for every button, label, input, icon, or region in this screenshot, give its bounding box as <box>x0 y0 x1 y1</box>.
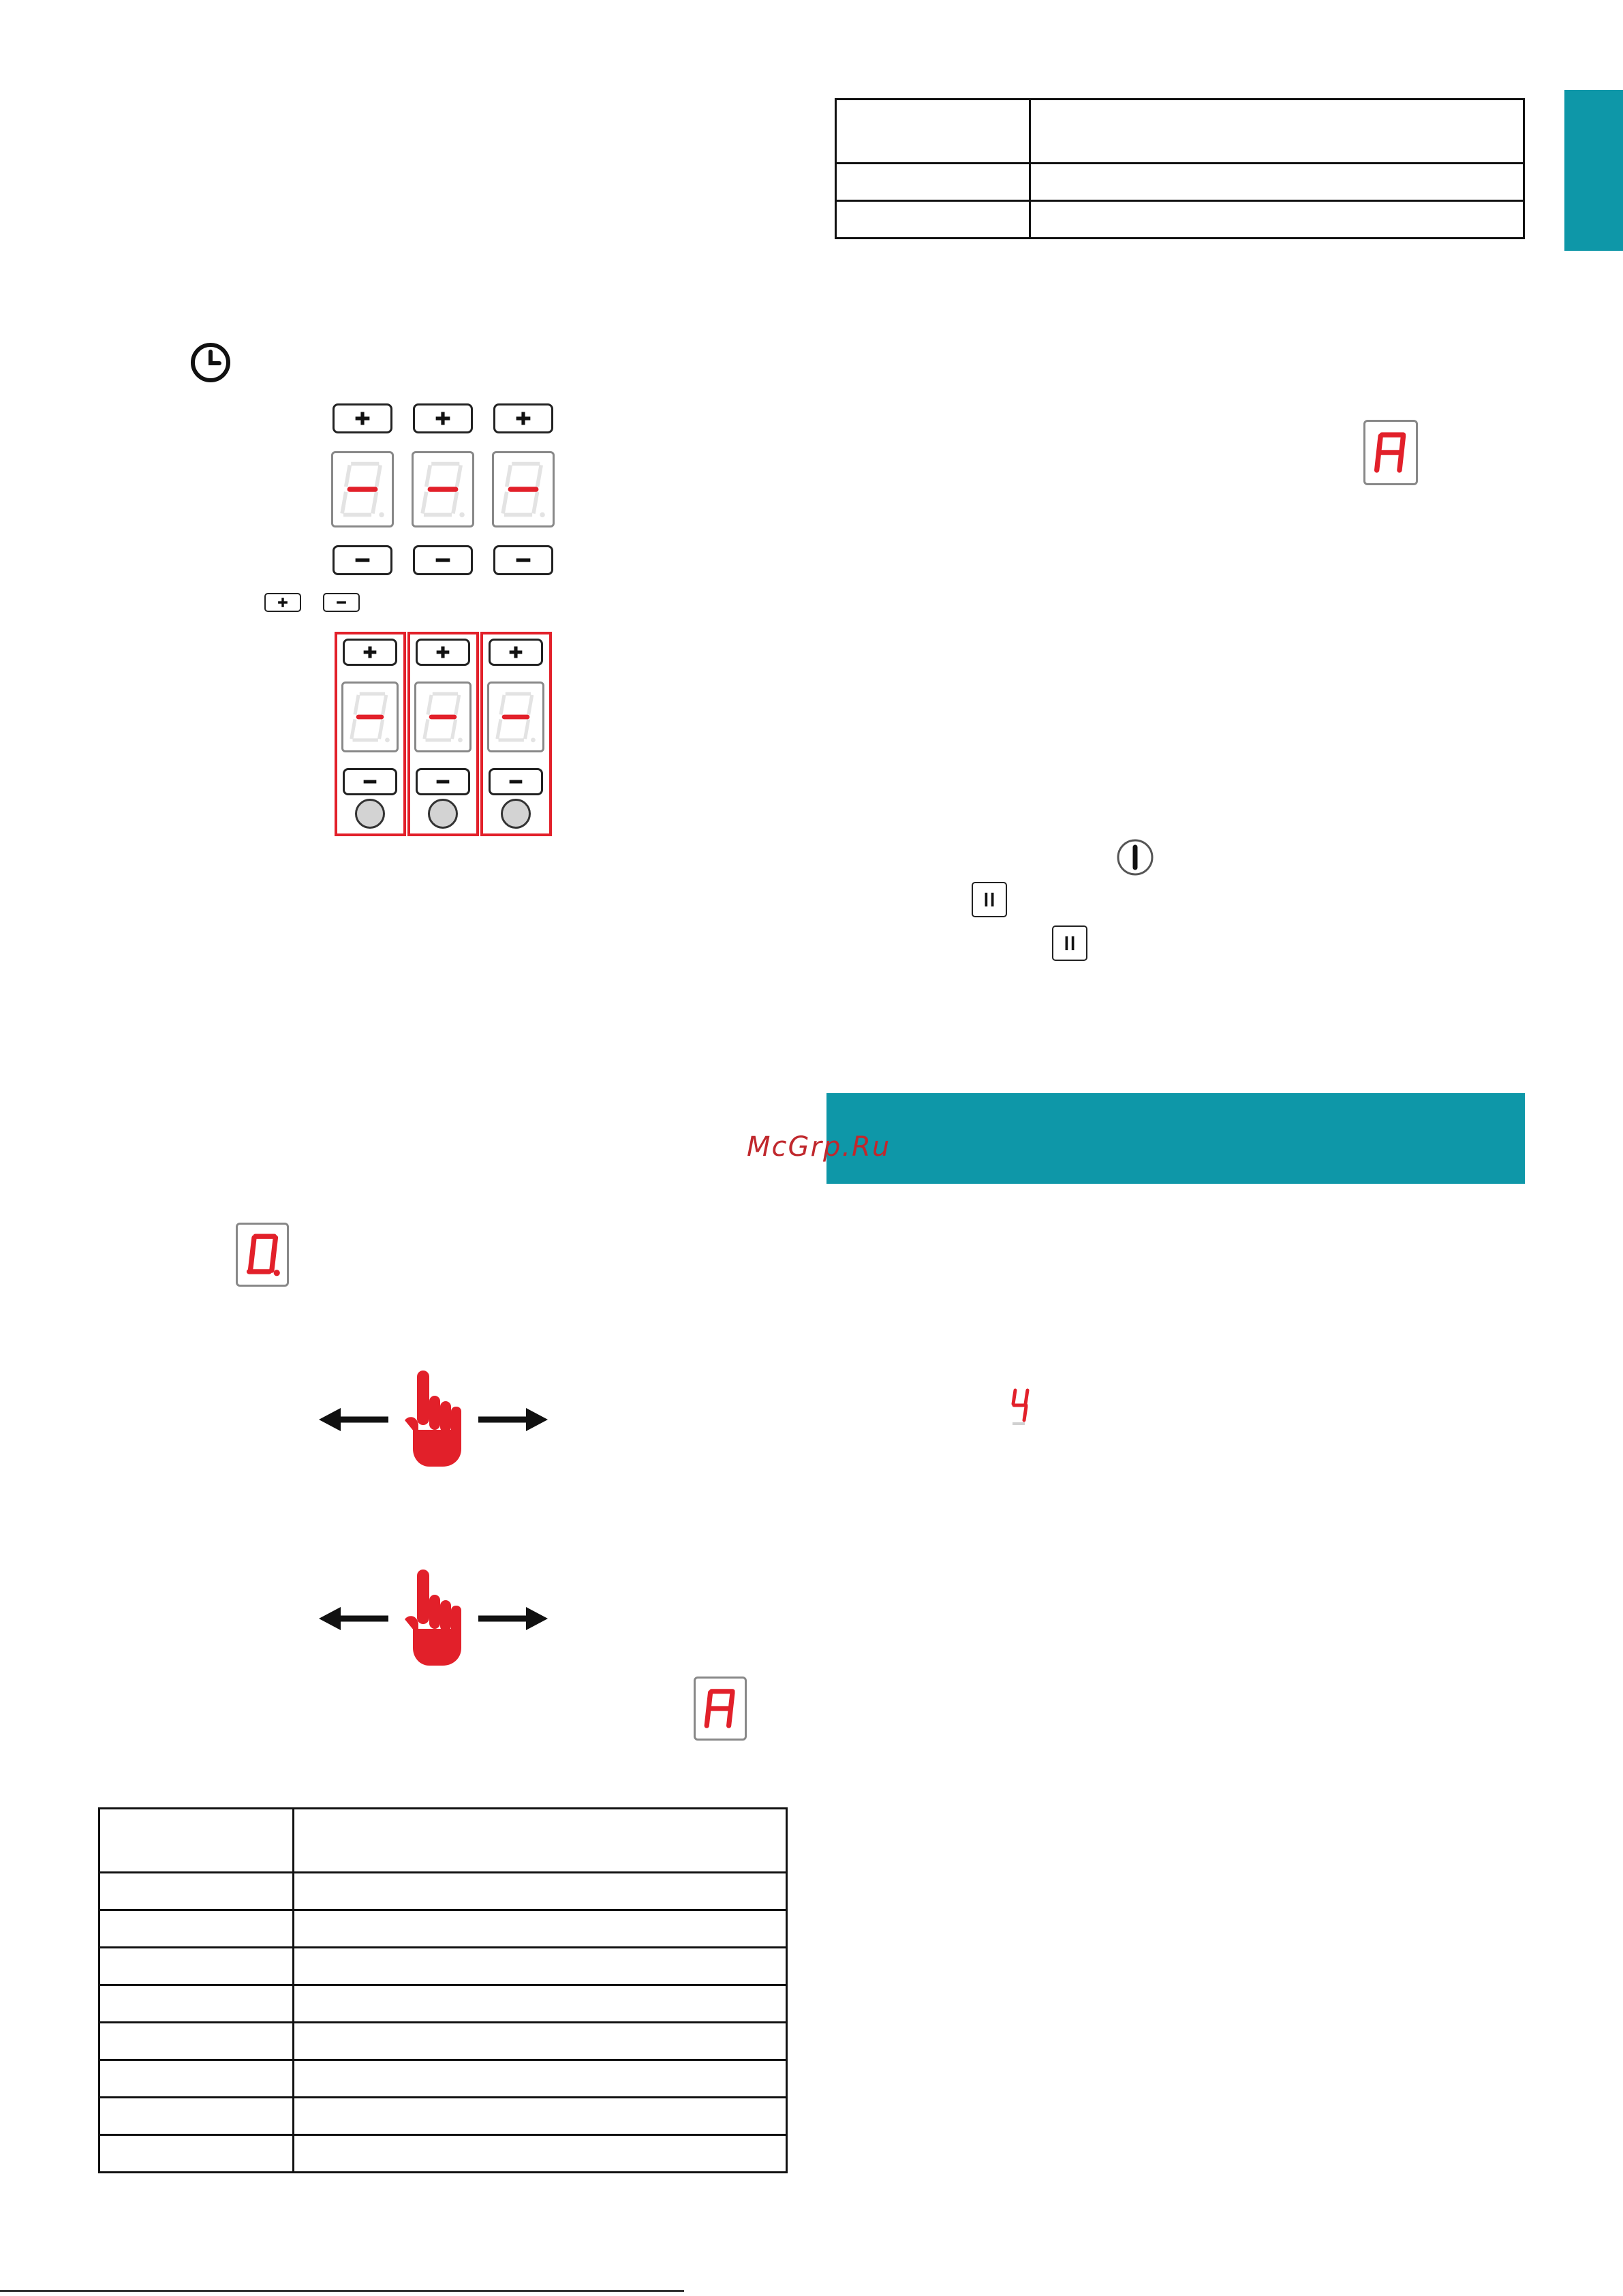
zone-2-indicator <box>428 799 458 829</box>
table-cell <box>836 164 1030 201</box>
table-cell <box>836 201 1030 239</box>
table-cell <box>99 1809 294 1873</box>
segment-display-zone-3 <box>492 451 555 527</box>
table-cell <box>294 1873 787 1910</box>
section-tab-marker <box>1564 90 1623 251</box>
pause-icon <box>972 882 1007 917</box>
slide-gesture-illustration <box>318 1367 549 1469</box>
power-icon <box>1116 838 1154 876</box>
table-cell <box>99 2135 294 2173</box>
table-cell <box>294 2023 787 2060</box>
slide-gesture-illustration <box>318 1566 549 1668</box>
zone-2-minus-button[interactable] <box>416 768 470 795</box>
small-segment-glyph <box>1007 1386 1034 1427</box>
segment-display-zone-2 <box>412 451 474 527</box>
table-cell <box>294 2135 787 2173</box>
table-cell <box>99 1985 294 2023</box>
clock-icon <box>189 341 232 384</box>
zone-1-minus-button[interactable] <box>343 768 397 795</box>
settings-table-top <box>835 98 1525 239</box>
table-cell <box>294 1809 787 1873</box>
table-cell <box>1030 100 1524 164</box>
letter-a-display-left <box>694 1677 747 1741</box>
zone-2-display <box>414 682 472 752</box>
table-cell <box>99 2060 294 2098</box>
table-cell <box>1030 164 1524 201</box>
letter-a-display-right <box>1363 420 1418 485</box>
table-cell <box>294 2098 787 2135</box>
table-cell <box>294 2060 787 2098</box>
zone-1-indicator <box>355 799 385 829</box>
arrow-right-icon <box>478 1408 548 1431</box>
pause-icon <box>1052 925 1087 961</box>
touch-hand-icon <box>405 1570 461 1666</box>
zone-2-plus-button[interactable] <box>416 639 470 666</box>
plus-icon <box>264 593 301 612</box>
table-cell <box>294 1910 787 1948</box>
settings-table-bottom <box>98 1807 788 2173</box>
minus-button-zone-1[interactable] <box>333 545 392 575</box>
zone-3-minus-button[interactable] <box>489 768 543 795</box>
table-cell <box>836 100 1030 164</box>
arrow-right-icon <box>478 1607 548 1630</box>
table-cell <box>99 1948 294 1985</box>
table-cell <box>99 2098 294 2135</box>
arrow-left-icon <box>319 1408 388 1431</box>
minus-icon <box>323 593 360 612</box>
minus-button-zone-2[interactable] <box>413 545 473 575</box>
plus-button-zone-1[interactable] <box>333 403 392 433</box>
display-value: A <box>1365 422 1366 423</box>
table-cell <box>99 1910 294 1948</box>
display-value: - <box>343 684 344 686</box>
watermark: McGrp.Ru <box>747 1131 891 1163</box>
plus-button-zone-3[interactable] <box>493 403 553 433</box>
segment-display-zone-1 <box>331 451 394 527</box>
section-heading-banner <box>826 1093 1525 1184</box>
table-cell <box>99 1873 294 1910</box>
display-value: Ч <box>1007 1386 1008 1387</box>
table-cell <box>99 2023 294 2060</box>
zero-display <box>236 1223 289 1287</box>
display-value: - <box>416 684 417 686</box>
zone-3-plus-button[interactable] <box>489 639 543 666</box>
arrow-left-icon <box>319 1607 388 1630</box>
touch-hand-icon <box>405 1371 461 1467</box>
zone-3-display <box>487 682 544 752</box>
display-value: - <box>489 684 490 686</box>
zone-1-display <box>341 682 399 752</box>
plus-button-zone-2[interactable] <box>413 403 473 433</box>
table-cell <box>294 1948 787 1985</box>
table-cell <box>1030 201 1524 239</box>
zone-3-indicator <box>501 799 531 829</box>
minus-button-zone-3[interactable] <box>493 545 553 575</box>
zone-1-plus-button[interactable] <box>343 639 397 666</box>
display-value: - <box>333 453 334 455</box>
display-value: - <box>494 453 495 455</box>
table-cell <box>294 1985 787 2023</box>
footer-rule <box>0 2290 684 2292</box>
